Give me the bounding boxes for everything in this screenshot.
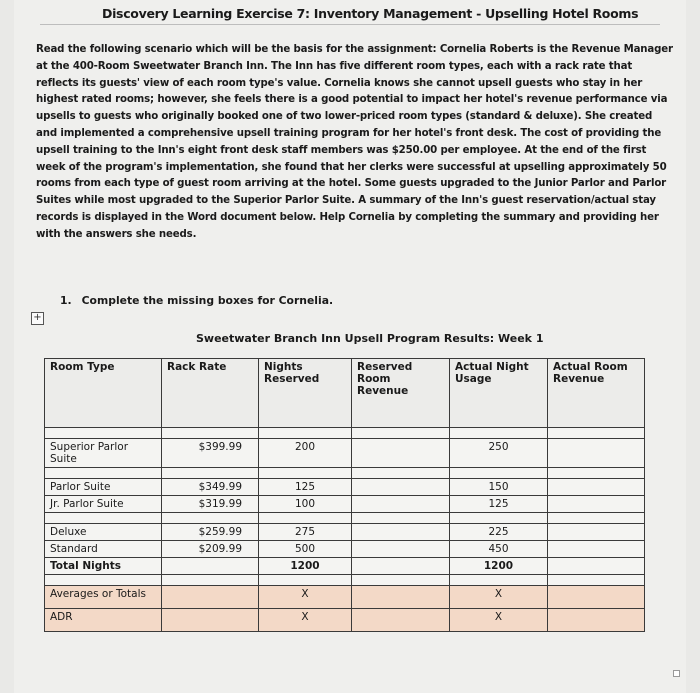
document-title: Discovery Learning Exercise 7: Inventory Management - Upselling Hotel Rooms — [102, 6, 639, 21]
room-type-cell[interactable]: Parlor Suite — [45, 479, 162, 496]
actual-usage-cell[interactable]: 125 — [450, 496, 548, 513]
scenario-paragraph: Read the following scenario which will be the basis for the assignment: Cornelia Roberts is the Revenue Manager at the 400-Room Sweetwater Branch Inn. The Inn has five different room types, each with a rack rate that reflects its guests' view of each room type's value. Cornelia knows she cannot upsell guests who stay in her highest rated rooms; however, she feels there is a good potential to impact her hotel's revenue performance via upsells to guests who originally booked one of two lower-priced room types (standard & deluxe). She created and implemented a comprehensive upsell training program for her hotel's front desk. The cost of providing the upsell training to the Inn's eight front desk staff members was $250.00 per employee. At the end of the first week of the program's implementation, she found that her clerks were successful at upselling approximately 50 rooms from each type of guest room arriving at the hotel. Some guests upgraded to the Junior Parlor and Parlor Suites while most upgraded to the Superior Parlor Suite. A summary of the Inn's guest reservation/actual stay records is displayed in the Word document below. Help Cornelia by completing the summary and providing her with the answers she needs. — [36, 44, 673, 240]
total-nights-reserved-cell[interactable]: 1200 — [259, 558, 352, 575]
actual-usage-cell[interactable]: 250 — [450, 439, 548, 468]
total-actual-revenue-cell[interactable] — [548, 558, 645, 575]
spacer-row — [45, 428, 645, 439]
total-rack-rate-cell[interactable] — [162, 558, 259, 575]
adr-actual-revenue-cell[interactable] — [548, 609, 645, 632]
reserved-revenue-cell[interactable] — [352, 479, 450, 496]
total-actual-usage-cell[interactable]: 1200 — [450, 558, 548, 575]
header-nights-reserved[interactable]: Nights Reserved — [259, 359, 352, 428]
header-room-type[interactable]: Room Type — [45, 359, 162, 428]
spacer-row — [45, 575, 645, 586]
room-type-cell[interactable]: Superior Parlor Suite — [45, 439, 162, 468]
adr-reserved-revenue-cell[interactable] — [352, 609, 450, 632]
actual-revenue-cell[interactable] — [548, 496, 645, 513]
rack-rate-cell[interactable]: $319.99 — [162, 496, 259, 513]
rack-rate-cell[interactable]: $399.99 — [162, 439, 259, 468]
table-row — [45, 479, 645, 496]
averages-actual-usage-cell[interactable]: X — [450, 586, 548, 609]
actual-revenue-cell[interactable] — [548, 479, 645, 496]
reserved-revenue-cell[interactable] — [352, 524, 450, 541]
averages-reserved-revenue-cell[interactable] — [352, 586, 450, 609]
table-row — [45, 496, 645, 513]
reserved-revenue-cell[interactable] — [352, 496, 450, 513]
reserved-revenue-cell[interactable] — [352, 439, 450, 468]
table-resize-handle-icon[interactable] — [673, 670, 680, 677]
adr-rack-rate-cell[interactable] — [162, 609, 259, 632]
rack-rate-cell[interactable]: $349.99 — [162, 479, 259, 496]
actual-revenue-cell[interactable] — [548, 541, 645, 558]
averages-rack-rate-cell[interactable] — [162, 586, 259, 609]
table-header-row — [45, 359, 645, 428]
table-title: Sweetwater Branch Inn Upsell Program Results: Week 1 — [196, 332, 544, 345]
actual-revenue-cell[interactable] — [548, 439, 645, 468]
adr-actual-usage-cell[interactable]: X — [450, 609, 548, 632]
total-reserved-revenue-cell[interactable] — [352, 558, 450, 575]
table-row — [45, 439, 645, 468]
rack-rate-cell[interactable]: $259.99 — [162, 524, 259, 541]
total-nights-row — [45, 558, 645, 575]
rack-rate-cell[interactable]: $209.99 — [162, 541, 259, 558]
title-divider — [40, 24, 660, 25]
room-type-cell[interactable]: Deluxe — [45, 524, 162, 541]
adr-nights-reserved-cell[interactable]: X — [259, 609, 352, 632]
total-label-cell[interactable]: Total Nights — [45, 558, 162, 575]
reserved-revenue-cell[interactable] — [352, 541, 450, 558]
upsell-results-table — [44, 358, 645, 632]
spacer-row — [45, 468, 645, 479]
nights-reserved-cell[interactable]: 275 — [259, 524, 352, 541]
adr-label-cell[interactable]: ADR — [45, 609, 162, 632]
table-move-handle-icon[interactable]: + — [31, 312, 44, 325]
table-row — [45, 524, 645, 541]
table-row — [45, 541, 645, 558]
nights-reserved-cell[interactable]: 100 — [259, 496, 352, 513]
actual-revenue-cell[interactable] — [548, 524, 645, 541]
nights-reserved-cell[interactable]: 125 — [259, 479, 352, 496]
header-reserved-room-revenue[interactable]: Reserved Room Revenue — [352, 359, 450, 428]
adr-row — [45, 609, 645, 632]
room-type-cell[interactable]: Standard — [45, 541, 162, 558]
nights-reserved-cell[interactable]: 500 — [259, 541, 352, 558]
room-type-cell[interactable]: Jr. Parlor Suite — [45, 496, 162, 513]
actual-usage-cell[interactable]: 150 — [450, 479, 548, 496]
actual-usage-cell[interactable]: 450 — [450, 541, 548, 558]
header-actual-night-usage[interactable]: Actual Night Usage — [450, 359, 548, 428]
averages-label-cell[interactable]: Averages or Totals — [45, 586, 162, 609]
header-actual-room-revenue[interactable]: Actual Room Revenue — [548, 359, 645, 428]
actual-usage-cell[interactable]: 225 — [450, 524, 548, 541]
header-rack-rate[interactable]: Rack Rate — [162, 359, 259, 428]
averages-actual-revenue-cell[interactable] — [548, 586, 645, 609]
spacer-row — [45, 513, 645, 524]
question-1 — [60, 294, 333, 307]
nights-reserved-cell[interactable]: 200 — [259, 439, 352, 468]
averages-row — [45, 586, 645, 609]
averages-nights-reserved-cell[interactable]: X — [259, 586, 352, 609]
question-number: 1. — [60, 294, 72, 307]
question-text: Complete the missing boxes for Cornelia. — [81, 294, 334, 307]
